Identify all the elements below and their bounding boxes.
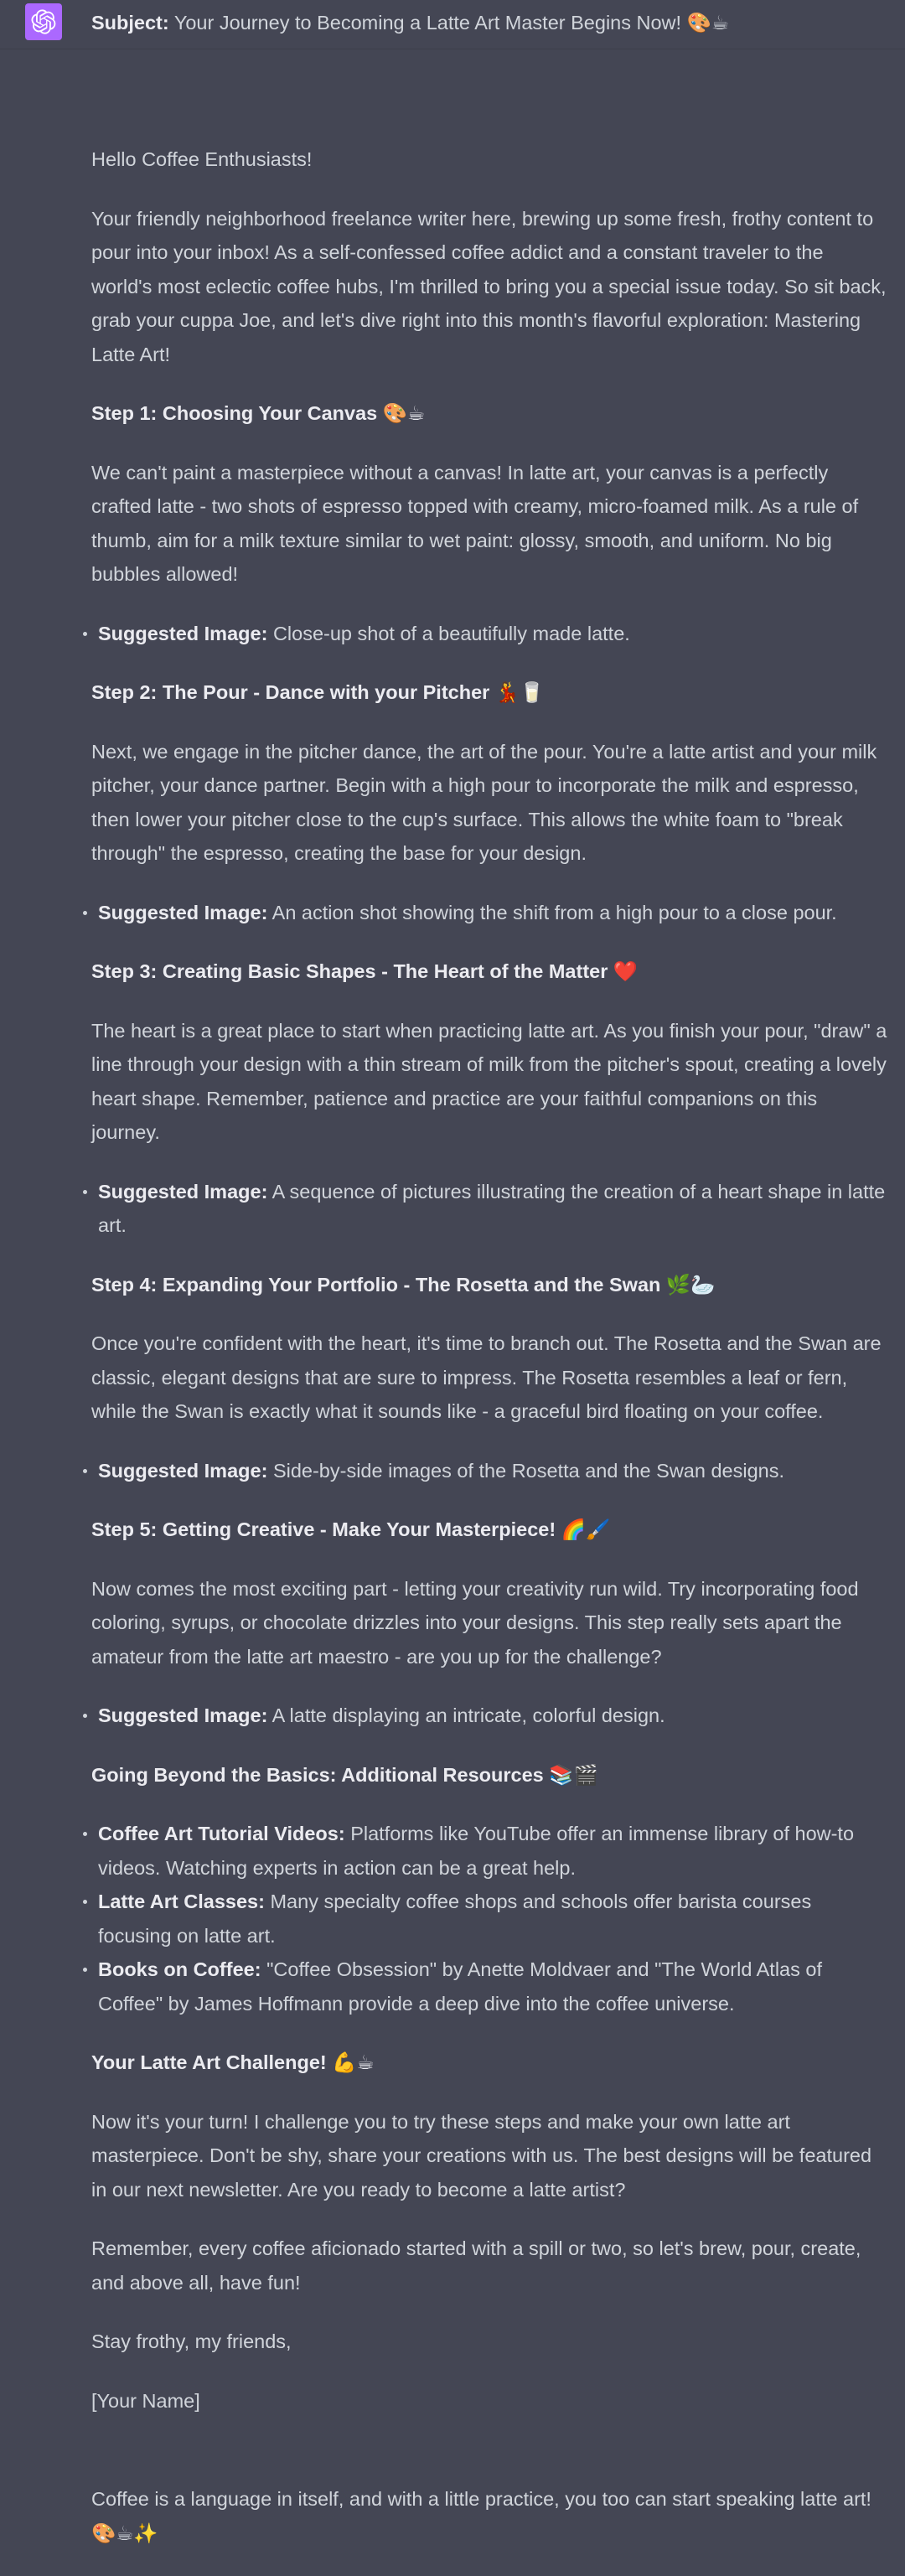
resource-label: Latte Art Classes:: [98, 1891, 265, 1912]
closing-paragraph: Remember, every coffee aficionado started with a spill or two, so let's brew, pour, create, and above all, have fun!: [91, 2237, 861, 2294]
image-label: Suggested Image:: [98, 1180, 268, 1203]
assistant-message: [91, 142, 887, 2443]
closing-footer-line: Coffee is a language in itself, and with a little practice, you too can start speaking latte art! 🎨☕✨: [91, 2488, 871, 2544]
image-text: A sequence of pictures illustrating the creation of a heart shape in latte art.: [98, 1180, 886, 1236]
subject-label: Subject:: [91, 12, 169, 34]
list-item: [91, 896, 887, 930]
signature: [Your Name]: [91, 2389, 200, 2412]
step-1-heading: Step 1: Choosing Your Canvas 🎨☕: [91, 402, 426, 424]
step-3-heading: Step 3: Creating Basic Shapes - The Heart of the Matter ❤️: [91, 960, 639, 982]
list-item: [91, 1817, 887, 1885]
openai-logo-icon: [31, 9, 56, 34]
resources-heading: Going Beyond the Basics: Additional Resources 📚🎬: [91, 1763, 598, 1786]
step-1-body: We can't paint a masterpiece without a canvas! In latte art, your canvas is a perfectly crafted latte - two shots of espresso topped with creamy, micro-foamed milk. As a rule of thumb, aim for a milk texture similar to wet paint: glossy, smooth, and uniform. No big bubbles allowed!: [91, 461, 859, 585]
intro-paragraph: Your friendly neighborhood freelance writer here, brewing up some fresh, frothy content to pour into your inbox! As a self-confessed coffee addict and a constant traveler to the world's most eclectic coffee hubs, I'm thrilled to bring you a special issue today. So sit back, grab your cuppa Joe, and let's dive right into this month's flavorful exploration: Mastering Latte Art!: [91, 207, 887, 365]
image-text: An action shot showing the shift from a high pour to a close pour.: [272, 901, 837, 923]
challenge-body: Now it's your turn! I challenge you to try these steps and make your own latte art masterpiece. Don't be shy, share your creations with us. The best designs will be featured in our next newsletter. Are you ready to become a latte artist?: [91, 2110, 872, 2201]
step-5-image-list: [91, 1699, 887, 1733]
subject-text: Your Journey to Becoming a Latte Art Master Begins Now! 🎨☕: [173, 12, 729, 34]
image-label: Suggested Image:: [98, 1459, 268, 1482]
resource-text: Platforms like YouTube offer an immense library of how-to videos. Watching experts in action can be a great help.: [98, 1823, 855, 1879]
image-label: Suggested Image:: [98, 1704, 268, 1726]
assistant-avatar: [25, 3, 62, 40]
list-item: [91, 1454, 887, 1488]
step-2-image-list: [91, 896, 887, 930]
list-item: [91, 1175, 887, 1243]
step-3-body: The heart is a great place to start when practicing latte art. As you finish your pour, "draw" a line through your design with a thin stream of milk from the pitcher's spout, creating a lovely heart shape. Remember, patience and practice are your faithful companions on this journey.: [91, 1019, 887, 1143]
image-label: Suggested Image:: [98, 901, 268, 923]
image-text: Close-up shot of a beautifully made latte.: [272, 622, 630, 644]
step-2-body: Next, we engage in the pitcher dance, the art of the pour. You're a latte artist and your milk pitcher, your dance partner. Begin with a high pour to incorporate the milk and espresso, then lower your pitcher close to the cup's surface. This allows the white foam to "break through" the espresso, creating the base for your design.: [91, 740, 877, 864]
email-subject: [91, 7, 887, 39]
resource-text: Many specialty coffee shops and schools offer barista courses focusing on latte art.: [98, 1891, 812, 1947]
resource-text: "Coffee Obsession" by Anette Moldvaer and "The World Atlas of Coffee" by James Hoffmann provide a deep dive into the coffee universe.: [98, 1958, 822, 2015]
signoff: Stay frothy, my friends,: [91, 2330, 292, 2352]
resource-label: Coffee Art Tutorial Videos:: [98, 1823, 345, 1844]
step-2-heading: Step 2: The Pour - Dance with your Pitcher 💃🥛: [91, 681, 545, 703]
step-5-heading: Step 5: Getting Creative - Make Your Masterpiece! 🌈🖌️: [91, 1518, 611, 1540]
resource-label: Books on Coffee:: [98, 1958, 261, 1980]
step-4-body: Once you're confident with the heart, it's time to branch out. The Rosetta and the Swan are classic, elegant designs that are sure to impress. The Rosetta resembles a leaf or fern, while the Swan is exactly what it sounds like - a graceful bird floating on your coffee.: [91, 1332, 882, 1422]
image-label: Suggested Image:: [98, 622, 268, 644]
list-item: [91, 1885, 887, 1953]
step-4-image-list: [91, 1454, 887, 1488]
step-1-image-list: [91, 617, 887, 651]
image-text: Side-by-side images of the Rosetta and the Swan designs.: [272, 1459, 784, 1482]
resources-list: [91, 1817, 887, 2020]
list-item: [91, 617, 887, 651]
greeting: Hello Coffee Enthusiasts!: [91, 148, 313, 170]
list-item: [91, 1699, 887, 1733]
list-item: [91, 1953, 887, 2020]
step-5-body: Now comes the most exciting part - letting your creativity run wild. Try incorporating food coloring, syrups, or chocolate drizzles into your designs. This step really sets apart the amateur from the latte art maestro - are you up for the challenge?: [91, 1577, 859, 1668]
step-4-heading: Step 4: Expanding Your Portfolio - The Rosetta and the Swan 🌿🦢: [91, 1273, 716, 1296]
challenge-heading: Your Latte Art Challenge! 💪☕: [91, 2051, 375, 2073]
step-3-image-list: [91, 1175, 887, 1243]
image-text: A latte displaying an intricate, colorful design.: [272, 1704, 665, 1726]
